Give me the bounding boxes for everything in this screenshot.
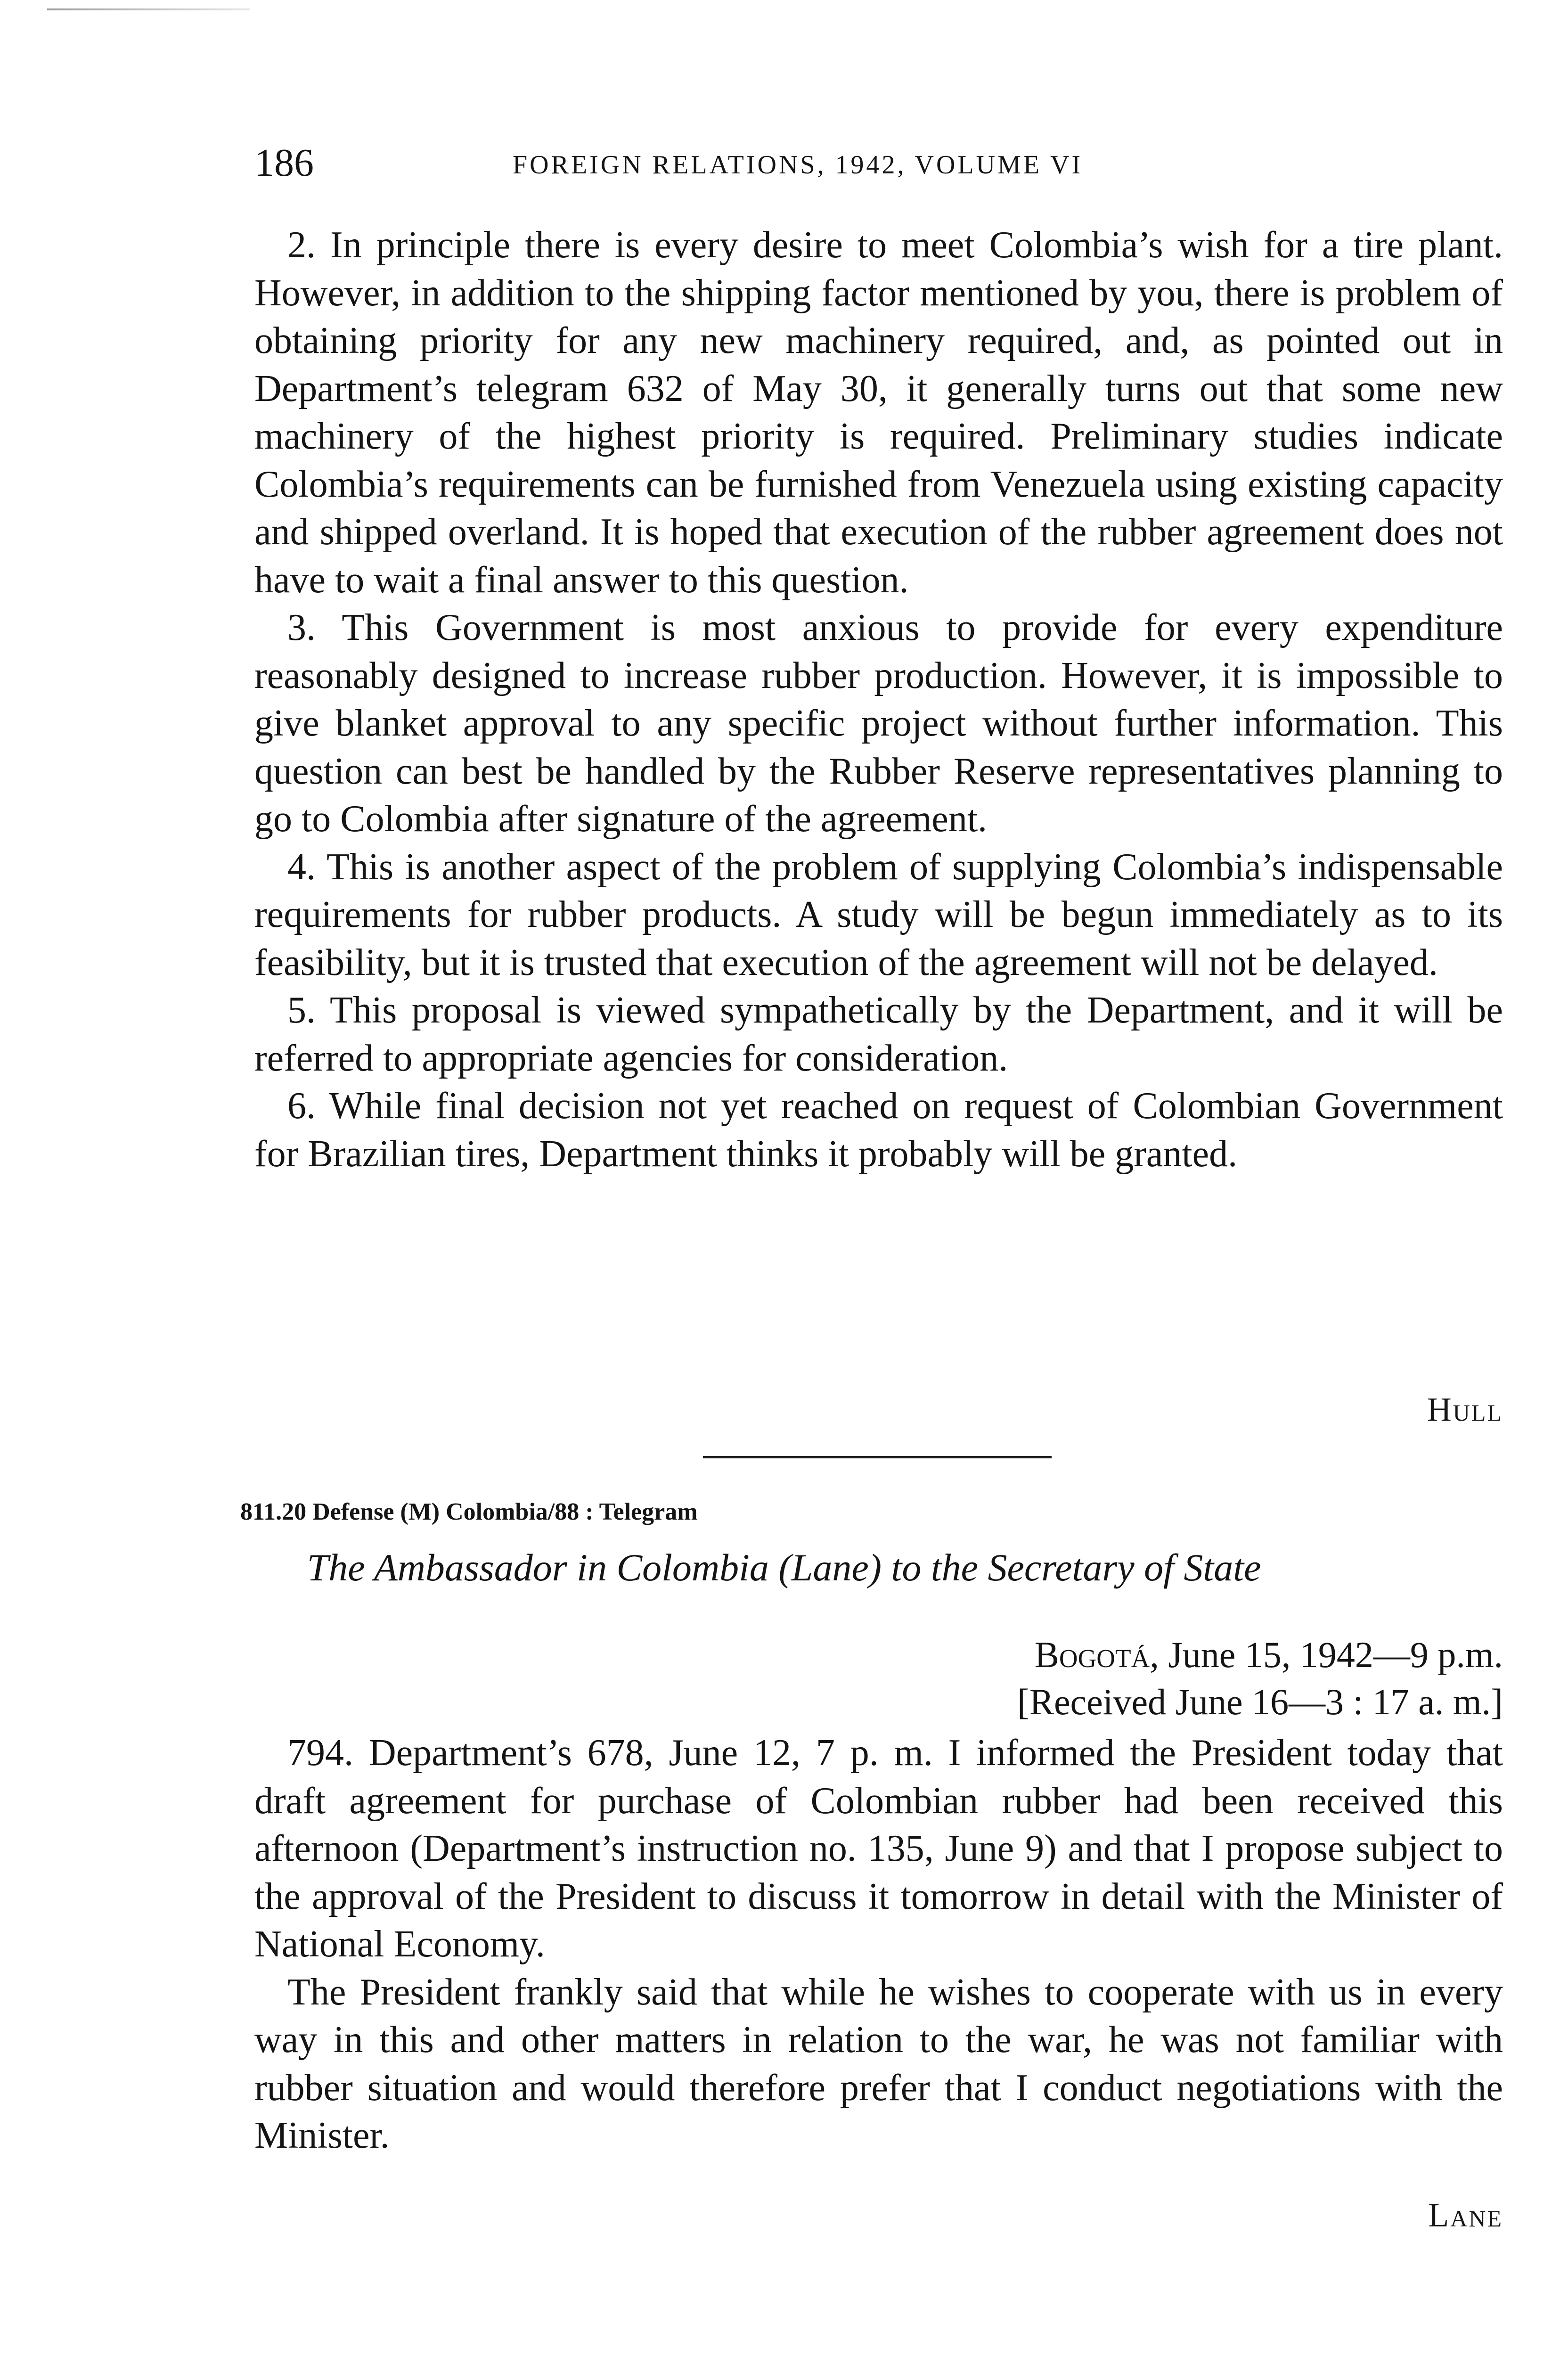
paragraph-5: 5. This proposal is viewed sympathetically by the Department, and it will be referred to appropriate agencies for consideration. [254, 990, 1503, 1079]
running-head: FOREIGN RELATIONS, 1942, VOLUME VI [513, 150, 1083, 180]
telegram-body-794 [254, 1729, 1503, 2160]
document-title: The Ambassador in Colombia (Lane) to the Secretary of State [307, 1546, 1261, 1589]
top-edge-rule [47, 8, 250, 10]
paragraph-2: 2. In principle there is every desire to meet Colombia’s wish for a tire plant. However, in addition to the shipping factor mentioned by you, there is problem of obtaining priority for any new machinery required, and, as pointed out in Department’s telegram 632 of May 30, it generally turns out that some new machinery of the highest priority is required. Preliminary studies indicate Colombia’s requirements can be furnished from Venezuela using existing capacity and shipped overland. It is hoped that execution of the rubber agreement does not have to wait a final answer to this question. [254, 224, 1503, 601]
paragraph-794: 794. Department’s 678, June 12, 7 p. m. I informed the President today that draft agreement for purchase of Colombian rubber had been received this afternoon (Department’s instruction no. 135, June 9) and that I propose subject to the approval of the President to discuss it tomorrow in detail with the Minister of National Economy. [254, 1732, 1503, 1965]
dateline [1035, 1631, 1503, 1678]
received-line: [Received June 16—3 : 17 a. m.] [1017, 1681, 1503, 1722]
dateline-place: Bogotá, [1034, 1634, 1159, 1675]
page-header [254, 139, 1291, 191]
paragraph-4: 4. This is another aspect of the problem of supplying Colombia’s indispensable requirements for rubber products. A study will be begun immediately as to its feasibility, but it is trusted that execution of the agreement will not be delayed. [254, 846, 1503, 983]
signature-lane: Lane [1428, 2196, 1503, 2234]
paragraph-3: 3. This Government is most anxious to provide for every expenditure reasonably designed to increase rubber production. However, it is impossible to give blanket approval to any specific project without further information. This question can best be handled by the Rubber Reserve representatives planning to go to Colombia after signature of the agreement. [254, 607, 1503, 840]
page-number: 186 [254, 141, 314, 185]
telegram-body-continued [254, 221, 1503, 1178]
file-reference: 811.20 Defense (M) Colombia/88 : Telegram [240, 1498, 698, 1525]
paragraph-president: The President frankly said that while he wishes to cooperate with us in every way in this and other matters in relation to the war, he was not familiar with rubber situation and would therefore prefer that I conduct negotiations with the Minister. [254, 1971, 1503, 2156]
paragraph-6: 6. While final decision not yet reached on request of Colombian Government for Brazilian tires, Department thinks it probably will be granted. [254, 1085, 1503, 1175]
signature-hull: Hull [1427, 1391, 1503, 1428]
dateline-date: June 15, 1942—9 p.m. [1168, 1634, 1503, 1675]
section-divider [703, 1456, 1052, 1458]
